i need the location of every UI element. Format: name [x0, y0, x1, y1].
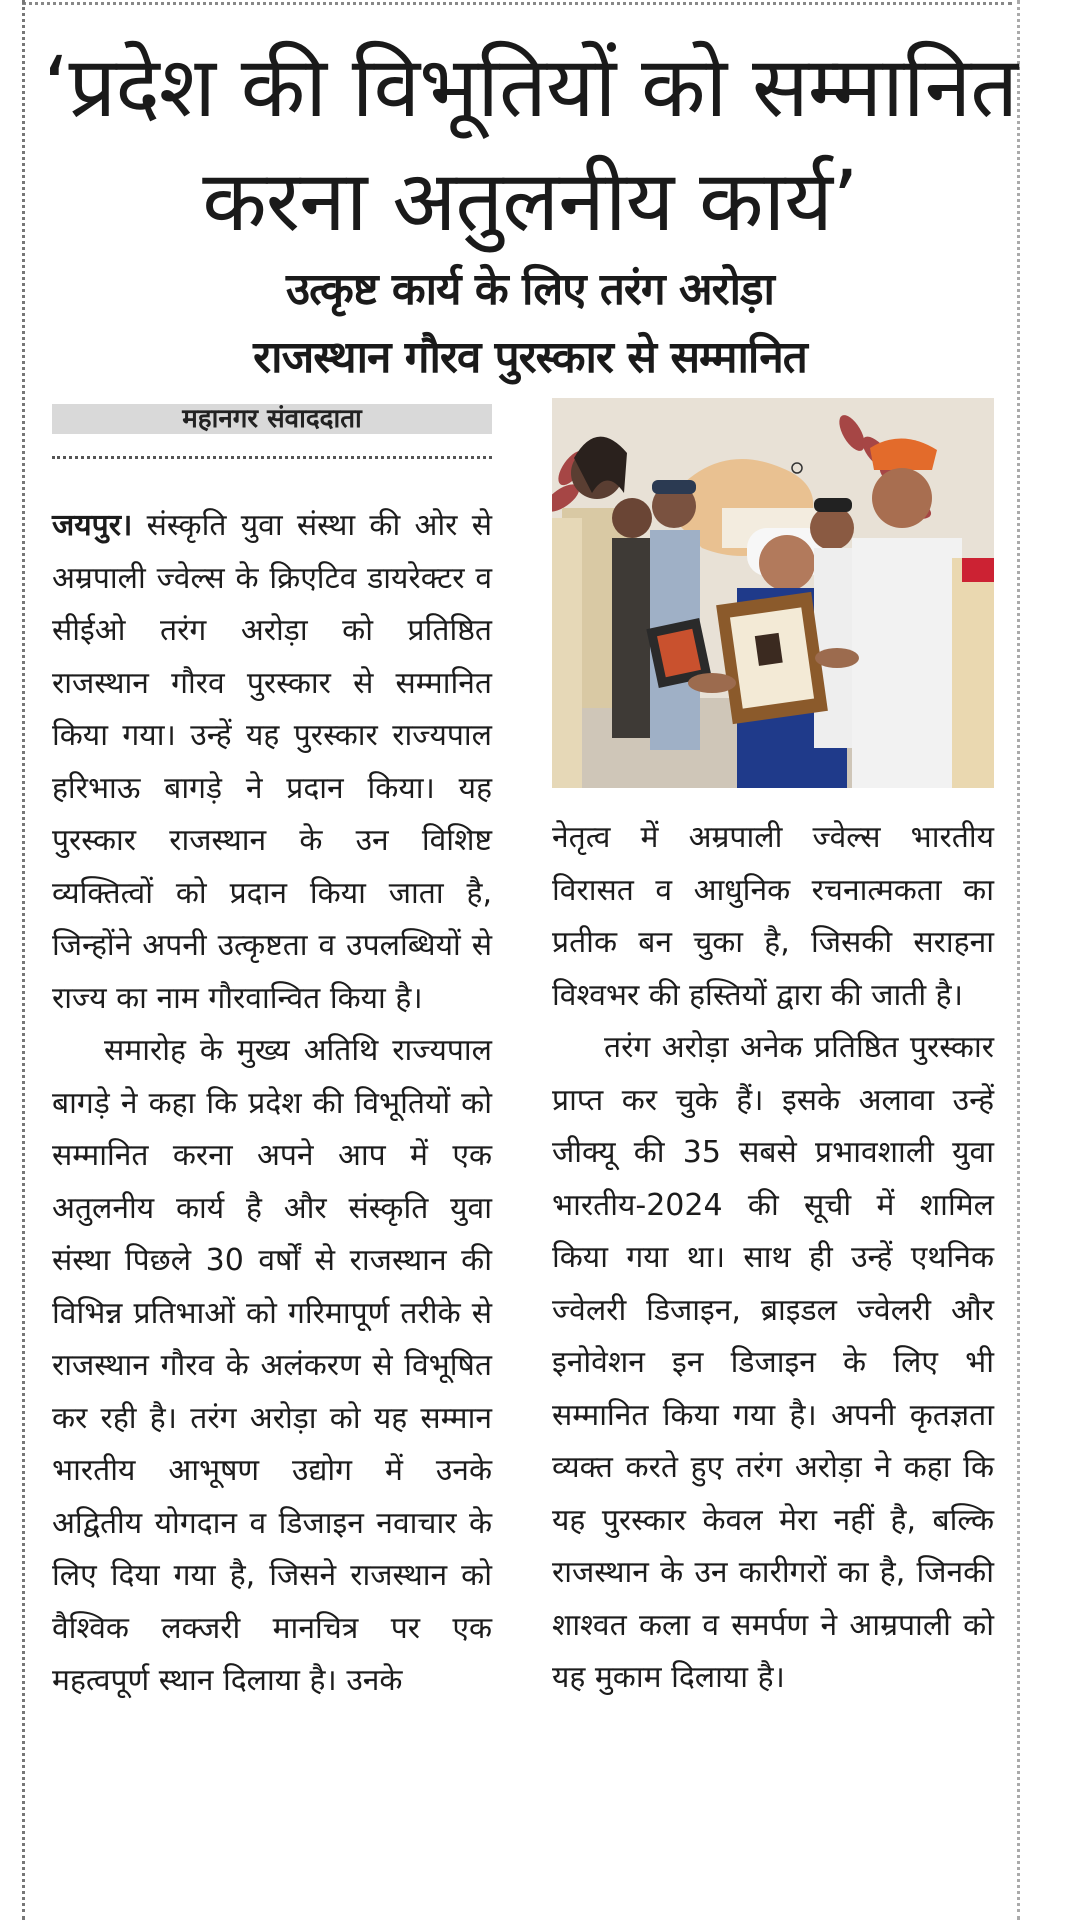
article-column-right [552, 812, 994, 1705]
byline: महानगर संवाददाता [52, 404, 492, 434]
subheadline-line-2: राजस्थान गौरव पुरस्कार से सम्मानित [253, 332, 807, 383]
headline-line-1: ‘प्रदेश की विभूतियों को सम्मानित [42, 38, 1018, 136]
top-dotted-border [22, 2, 1012, 5]
article-paragraph-4: तरंग अरोड़ा अनेक प्रतिष्ठित पुरस्कार प्राप्त कर चुके हैं। इसके अलावा उन्हें जीक्यू की 35 सबसे प्रभावशाली युवा भारतीय-2024 की सूची में शामिल किया गया था। साथ ही उन्हें एथनिक ज्वेलरी डिजाइन, ब्राइडल ज्वेलरी और इनोवेशन इन डिजाइन के लिए भी सम्मानित किया गया है। अपनी कृतज्ञता व्यक्त करते हुए तरंग अरोड़ा ने कहा कि यह पुरस्कार केवल मेरा नहीं है, बल्कि राजस्थान के उन कारीगरों का है, जिनकी शाश्वत कला व समर्पण ने आम्रपाली को यह मुकाम दिलाया है। [552, 1030, 994, 1695]
subheadline-line-1: उत्कृष्ट कार्य के लिए तरंग अरोड़ा [286, 264, 774, 315]
headline [40, 30, 1020, 258]
award-ceremony-photo [552, 398, 994, 788]
left-dotted-border [22, 0, 25, 1920]
article-paragraph-1 [52, 500, 492, 1025]
award-photo-illustration [552, 398, 994, 788]
paragraph-1-text: संस्कृति युवा संस्था की ओर से अम्रपाली ज्वेल्स के क्रिएटिव डायरेक्टर व सीईओ तरंग अरोड़ा को प्रतिष्ठित राजस्थान गौरव पुरस्कार से सम्मानित किया गया। उन्हें यह पुरस्कार राज्यपाल हरिभाऊ बागड़े ने प्रदान किया। यह पुरस्कार राजस्थान के उन विशिष्ट व्यक्तित्वों को प्रदान किया जाता है, जिन्होंने अपनी उत्कृष्टता व उपलब्धियों से राज्य का नाम गौरवान्वित किया है। [52, 508, 492, 1016]
article-paragraph-2: समारोह के मुख्य अतिथि राज्यपाल बागड़े ने कहा कि प्रदेश की विभूतियों को सम्मानित करना अपने आप में एक अतुलनीय कार्य है और संस्कृति युवा संस्था पिछले 30 वर्षों से राजस्थान की विभिन्न प्रतिभाओं को गरिमापूर्ण तरीके से राजस्थान गौरव के अलंकरण से विभूषित कर रही है। तरंग अरोड़ा को यह सम्मान भारतीय आभूषण उद्योग में उनके अद्वितीय योगदान व डिजाइन नवाचार के लिए दिया गया है, जिसने राजस्थान को वैश्विक लक्जरी मानचित्र पर एक महत्वपूर्ण स्थान दिलाया है। उनके [52, 1033, 492, 1698]
byline-divider [52, 456, 492, 459]
headline-line-2: करना अतुलनीय कार्य’ [202, 152, 858, 250]
dateline: जयपुर। [52, 508, 133, 543]
subheadline [40, 256, 1020, 392]
article-paragraph-3: नेतृत्व में अम्रपाली ज्वेल्स भारतीय विरासत व आधुनिक रचनात्मकता का प्रतीक बन चुका है, जिसकी सराहना विश्वभर की हस्तियों द्वारा की जाती है। [552, 820, 994, 1013]
article-column-left [52, 500, 492, 1708]
